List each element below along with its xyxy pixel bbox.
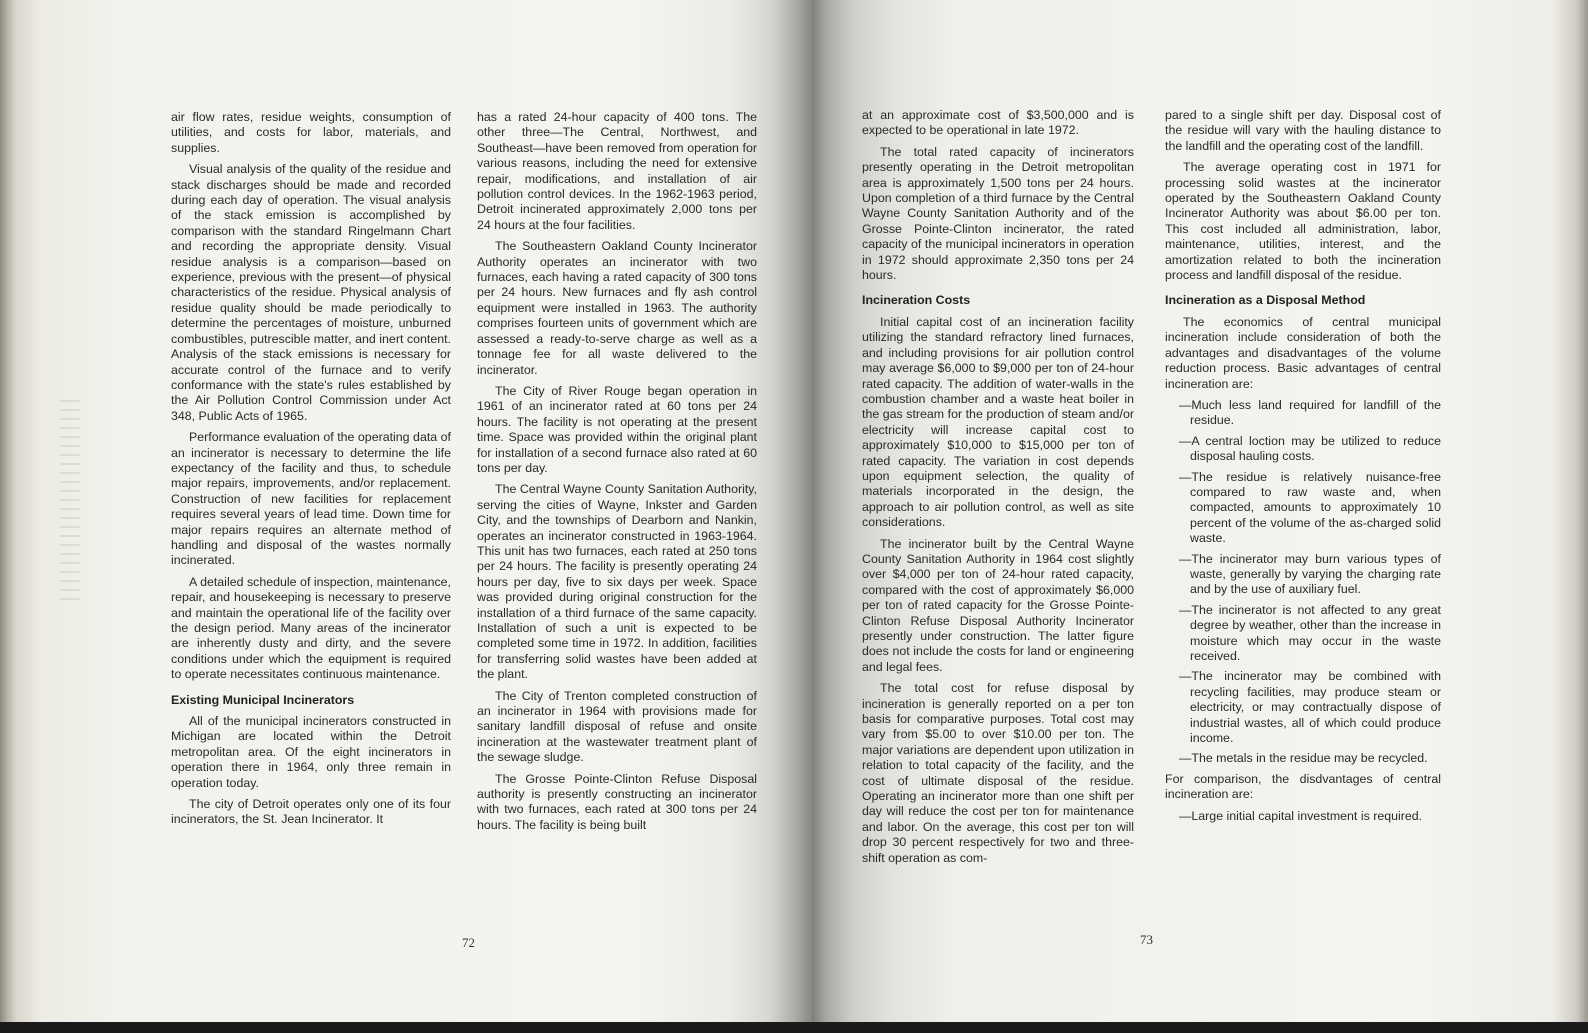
list-item: —The incinerator may be combined with recycling facilities, may produce steam or electricity, or may contractually dispose of industrial wastes, all of which could produce income. (1179, 669, 1441, 746)
section-heading: Incineration Costs (862, 293, 971, 308)
paragraph: The Southeastern Oakland County Incinerator Authority operates an incinerator with two furnaces, each having a rated capacity of 300 tons per 24 hours. New furnaces and fly ash control equipment were installed in 1963. The authority comprises fourteen units of government which are assessed a ready-to-serve charge as well as a tonnage fee for all waste delivered to the incinerator. (477, 239, 757, 377)
paragraph: has a rated 24-hour capacity of 400 tons. The other three—The Central, Northwest, and Southeast—have been removed from operation for various reasons, including the need for extensive repair, modifications, and installation of air pollution control devices. In the 1962-1963 period, Detroit incinerated approximately 2,000 tons per 24 hours at the four facilities. (477, 110, 757, 232)
paragraph: The incinerator built by the Central Wayne County Sanitation Authority in 1964 cost slightly over $4,000 per ton of 24-hour rated capacity, compared with the cost of approximately $6,000 per ton of rated capacity for the Grosse Pointe-Clinton Refuse Disposal Authority Incinerator presently under construction. The latter figure does not include the costs for land or engineering and legal fees. (862, 536, 1134, 674)
list-item: —The metals in the residue may be recycled. (1179, 751, 1428, 766)
advantages-list (1165, 398, 1441, 767)
list-item: —The residue is relatively nuisance-free compared to raw waste and, when compacted, amounts to approximately 10 percent of the volume of the as-charged solid waste. (1179, 469, 1441, 546)
paragraph: Visual analysis of the quality of the residue and stack discharges should be made and recorded during each day of operation. The visual analysis of the stack emission is accomplished by comparison with the standard Ringelmann Chart and recording the appropriate density. Visual residue analysis is a comparison—based on experience, previous with the present—of physical characteristics of the residue. Physical analysis of residue quality should be made periodically to determine the percentages of moisture, unburned combustibles, putrescible matter, and inert content. Analysis of the stack emissions is necessary for accurate control of the furnace and to verify conformance with the state's rules established by the Air Pollution Control Commission under Act 348, Public Acts of 1965. (171, 162, 451, 423)
left-column-1 (171, 110, 451, 834)
list-item: —Large initial capital investment is required. (1179, 808, 1423, 823)
list-item: —Much less land required for landfill of the residue. (1179, 397, 1441, 428)
section-heading: Existing Municipal Incinerators (171, 692, 355, 707)
list-item: —The incinerator is not affected to any great degree by weather, other than the increase in moisture which may occur in the waste received. (1179, 602, 1441, 663)
paragraph: The Grosse Pointe-Clinton Refuse Disposal authority is presently constructing an incinerator with two furnaces, each rated at 300 tons per 24 hours. The facility is being built (477, 771, 757, 832)
right-column-1 (862, 108, 1134, 872)
list-item: —The incinerator may burn various types of waste, generally by varying the charging rate and by the use of auxiliary fuel. (1179, 551, 1441, 597)
paragraph: air flow rates, residue weights, consumption of utilities, and costs for labor, materials, and supplies. (171, 110, 451, 155)
right-column-2 (1165, 108, 1441, 829)
left-column-2 (477, 110, 757, 839)
margin-marks (60, 400, 80, 600)
page-number: 72 (462, 935, 475, 950)
paragraph: at an approximate cost of $3,500,000 and is expected to be operational in late 1972. (862, 108, 1134, 138)
paragraph: The City of Trenton completed construction of an incinerator in 1964 with provisions made for sanitary landfill disposal of refuse and onsite incineration at the wastewater treatment plant of the sewage sludge. (477, 688, 757, 765)
paragraph: The City of River Rouge began operation in 1961 of an incinerator rated at 60 tons per 24 hours. The facility is not operating at the present time. Space was provided within the original plant for installation of a second furnace also rated at 60 tons per day. (477, 383, 757, 475)
paragraph: Initial capital cost of an incineration facility utilizing the standard refractory lined furnaces, and including provisions for air pollution control may average $6,000 to $9,000 per ton of 24-hour rated capacity. The addition of water-walls in the combustion chamber and a waste heat boiler in the gas stream for the production of steam and/or electricity will increase capital cost to approximately $10,000 to $15,000 per ton of rated capacity. The variation in cost depends upon equipment selection, the quality of materials incorporated in the design, the approach to air pollution control, as well as site considerations. (862, 314, 1134, 530)
paragraph: For comparison, the disdvantages of central incineration are: (1165, 771, 1441, 802)
paragraph: All of the municipal incinerators constructed in Michigan are located within the Detroit metropolitan area. Of the eight incinerators in operation there in 1964, only three remain in operation today. (171, 714, 451, 790)
page-bottom-edge (0, 1022, 1588, 1033)
paragraph: The total rated capacity of incinerators presently operating in the Detroit metropolitan area is approximately 1,500 tons per 24 hours. Upon completion of a third furnace by the Central Wayne County Sanitation Authority and of the Grosse Pointe-Clinton incinerator, the rated capacity of the municipal incinerators in operation in 1972 should approximate 2,350 tons per 24 hours. (862, 144, 1134, 283)
disadvantages-list (1165, 809, 1441, 824)
paragraph: The average operating cost in 1971 for processing solid wastes at the incinerator operated by the Southeastern Oakland County Incinerator Authority was about $6.00 per ton. This cost included all administration, labor, maintenance, utilities, interest, and the amortization related to both the incineration process and landfill disposal of the residue. (1165, 160, 1441, 283)
paragraph: Performance evaluation of the operating data of an incinerator is necessary to determine the life expectancy of the facility and thus, to schedule major repairs, improvements, and/or replacement. Construction of new facilities for replacement requires several years of lead time. Down time for major repairs requires an alternate method of handling and disposal of the wastes normally incinerated. (171, 430, 451, 568)
paragraph: The Central Wayne County Sanitation Authority, serving the cities of Wayne, Inkster and Garden City, and the townships of Dearborn and Nankin, operates an incinerator constructed in 1963-1964. This unit has two furnaces, each rated at 250 tons per 24 hours. The facility is presently operating 24 hours per day, five to six days per week. Space was provided during original construction for the installation of a third furnace of the same capacity. Installation of such a unit is expected to be completed some time in 1972. In addition, facilities for transferring solid wastes have been added at the plant. (477, 482, 757, 682)
list-item: —A central loction may be utilized to reduce disposal hauling costs. (1179, 433, 1441, 464)
paragraph: pared to a single shift per day. Disposal cost of the residue will vary with the hauling distance to the landfill and the operating cost of the landfill. (1165, 108, 1441, 153)
section-heading: Incineration as a Disposal Method (1165, 293, 1366, 308)
page-number: 73 (1140, 932, 1153, 947)
paragraph: The economics of central municipal incineration include consideration of both the advantages and disadvantages of the volume reduction process. Basic advantages of central incineration are: (1165, 314, 1441, 391)
paragraph: A detailed schedule of inspection, maintenance, repair, and housekeeping is necessary to preserve and maintain the operational life of the facility over the design period. Many areas of the incinerator are inherently dusty and dirty, and the severe conditions under which the equipment is required to operate necessitates continuous maintenance. (171, 574, 451, 682)
paragraph: The total cost for refuse disposal by incineration is generally reported on a per ton basis for comparative purposes. Total cost may vary from $5.00 to over $10.00 per ton. The major variations are dependent upon utilization in relation to total capacity of the facility, and the cost of ultimate disposal of the residue. Operating an incinerator more than one shift per day will reduce the cost per ton for maintenance and labor. On the average, this cost per ton will drop 30 percent respectively for two and three-shift operation as com- (862, 681, 1134, 865)
paragraph: The city of Detroit operates only one of its four incinerators, the St. Jean Incinerator. It (171, 797, 451, 827)
